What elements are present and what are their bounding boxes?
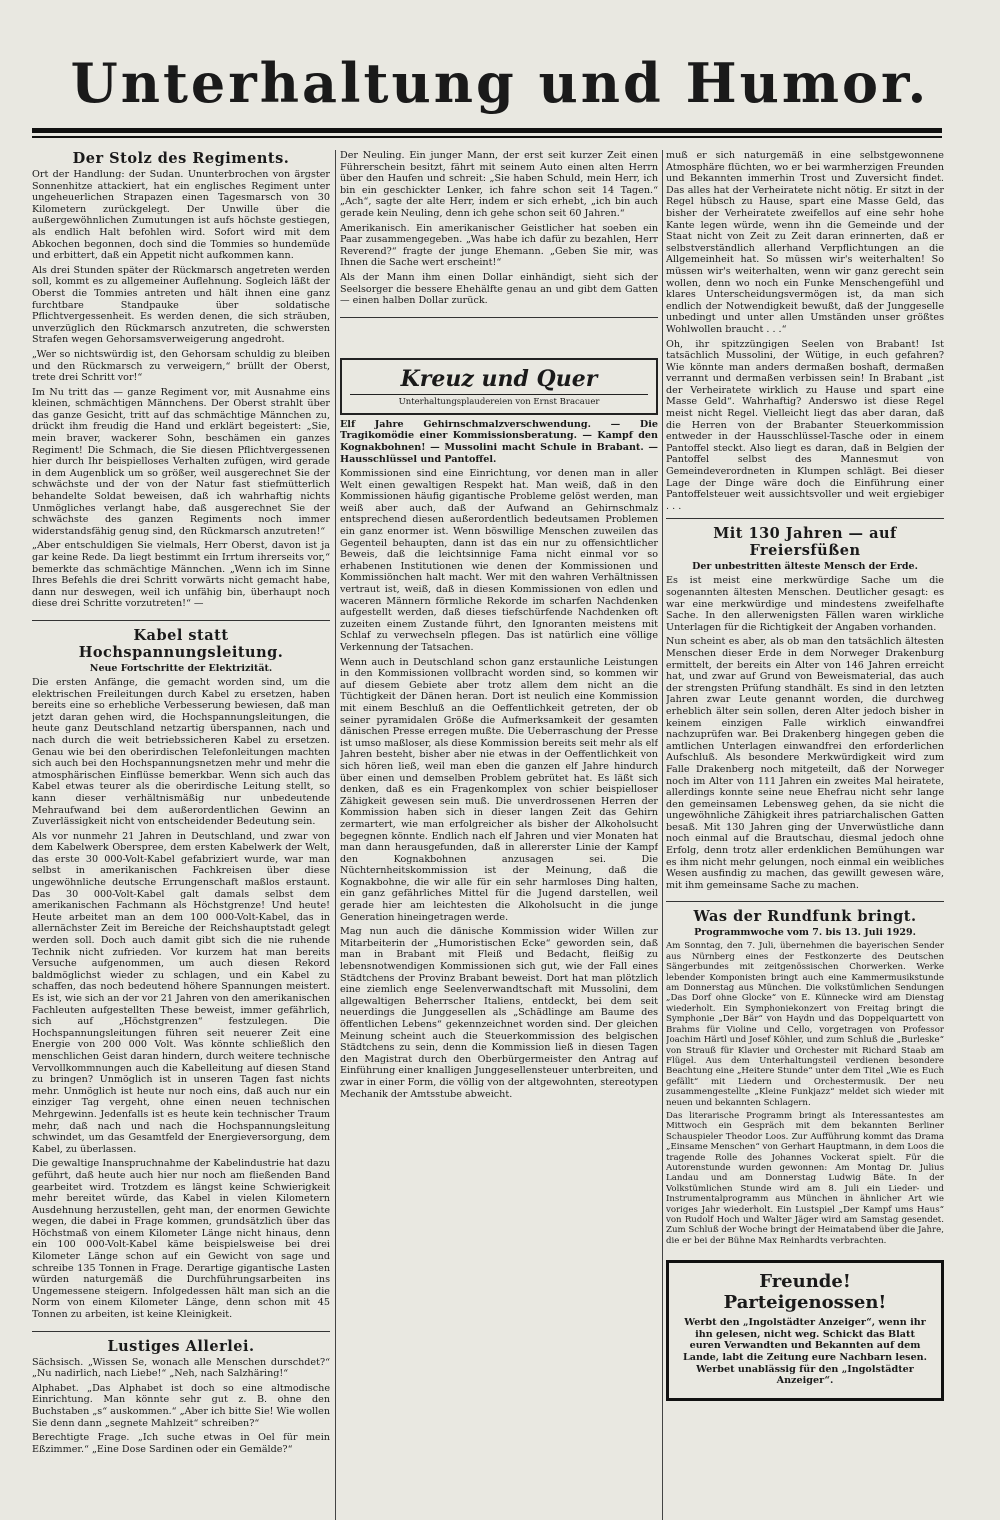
article-allerlei bbox=[32, 1338, 330, 1456]
article-title: Was der Rundfunk bringt. bbox=[693, 908, 917, 926]
paragraph: „Wer so nichtswürdig ist, den Gehorsam schuldig zu bleiben und den Rückmarsch zu verweigern,“ brüllt der Oberst, trete drei Schritt vor!“ bbox=[32, 348, 330, 384]
article-regiment bbox=[32, 150, 330, 610]
section-divider bbox=[666, 518, 944, 519]
header-box-kreuz-und-quer bbox=[340, 358, 658, 415]
paragraph: Oh, ihr spitzzüngigen Seelen von Brabant! Ist tatsächlich Mussolini, der Wütige, in euch gefahren? Wie könnte man anders dermaßen boshaft, dermaßen verrannt und dermaßen verbissen sein! In Brabant „ist der Verheiratete wirklich zu Hause und spart eine Masse Geld“. Wahrhaftig? Anderswo ist diese Regel meist nicht Regel. Vielleicht liegt das aber daran, daß die Herren von der Brabanter Steuerkommission entweder in der Hausschlüssel-Tasche oder in einem Pantoffel steckt. Also liegt es daran, daß in Belgien der Pantoffel selbst des Mannesmut von Gemeindeverordneten in Klumpen schlägt. Bei dieser Lage der Dinge wäre doch die Einführung einer Pantoffelsteuer weit aussichtsvoller und weit ergiebiger . . . bbox=[666, 338, 944, 512]
section-divider bbox=[32, 620, 330, 621]
paragraph: Am Sonntag, den 7. Juli, übernehmen die bayerischen Sender aus Nürnberg eines der Festkonzerte des Deutschen Sängerbundes mit zeitgenössischen Chorwerken. Werke lebender Komponisten bringt auch eine Kammermusikstunde am Donnerstag aus München. Die volkstümlichen Sendungen „Das Dorf ohne Glocke“ von E. Künnecke wird am Dienstag wiederholt. Ein Symphoniekonzert von Freitag bringt die Symphonie „Der Bär“ von Haydn und das Doppelquartett von Brahms für Violine und Cello, vorgetragen von Professor Joachim Härtl und Josef Köhler, und zum Schluß die „Burleske“ von Strauß für Klavier und Orchester mit Richard Staab am Flügel. Aus dem Unterhaltungsteil verdienen besondere Beachtung eine „Heitere Stunde“ unter dem Titel „Wie es Euch gefällt“ mit Liedern und Orchestermusik. Der neu zusammengestellte „Kleine Funkjazz“ meldet sich wieder mit neuen und bekannten Schlagern. bbox=[666, 941, 944, 1108]
paragraph: Sächsisch. „Wissen Se, wonach alle Menschen durschdet?“ „Nu nadirlich, nach Liebe!“ „Neh, nach Salzhäring!“ bbox=[32, 1356, 330, 1380]
paragraph: Der Neuling. Ein junger Mann, der erst seit kurzer Zeit einen Führerschein besitzt, fährt mit seinem Auto einen alten Herrn über den Haufen und schreit: „Sie haben Schuld, mein Herr, ich bin ein geschickter Lenker, ich fahre schon seit 14 Tagen.“ „Ach“, sagte der alte Herr, indem er sich erhebt, „ich bin auch gerade kein Neuling, denn ich gehe schon seit 60 Jahren.“ bbox=[340, 150, 658, 219]
lead-summary bbox=[340, 419, 658, 465]
column-left bbox=[32, 150, 330, 1520]
article-subtitle: Neue Fortschritte der Elektrizität. bbox=[89, 662, 273, 674]
ad-title: Freunde! Parteigenossen! bbox=[723, 1271, 887, 1314]
masthead-rule-bottom bbox=[32, 136, 942, 138]
paragraph: Als vor nunmehr 21 Jahren in Deutschland, und zwar von dem Kabelwerk Oberspree, dem ersten Kabelwerk der Welt, das erste 30 000-Volt-Kabel gefabriziert wurde, war man selbst in amerikanischen Fachkreisen über diese ungewöhnliche deutsche Errungenschaft maßlos erstaunt. Das 30 000-Volt-Kabel galt damals selbst dem amerikanischen Fachmann als Höchstgrenze! Und heute! Heute arbeitet man an dem 100 000-Volt-Kabel, das in allernächster Zeit im Bereiche der Reichshauptstadt gelegt werden soll. Doch auch damit gibt sich die nie ruhende Technik nicht zufrieden. Vor kurzem hat man bereits Versuche aufgenommen, um auch diesen Rekord baldmöglichst wieder zu schlagen, und ein Kabel zu schaffen, das noch bedeutend höhere Spannungen meistert. Es ist, wie sich an der vor 21 Jahren von den amerikanischen Fachleuten aufgestellten These beweist, immer gefährlich, sich auf „Höchstgrenzen“ festzulegen. Die Hochspannungsleitungen führen seit neuerer Zeit eine Energie von 200 000 Volt. Was könnte schließlich den menschlichen Geist daran hindern, durch weitere technische Vervollkommnungen auch die Kabelleitung auf diesen Stand zu bringen? Unmöglich ist in unseren Tagen fast nichts mehr. Unmöglich ist heute nur noch eins, daß auch nur ein einziger Tag vergeht, ohne einen neuen technischen Mehrgewinn. Jedenfalls ist es heute kein technischer Traum mehr, daß nach und nach die Hochspannungsleitung schwindet, um das Gesamtfeld der Energieversorgung, dem Kabel, zu überlassen. bbox=[32, 830, 330, 1155]
program-week: Programmwoche vom 7. bis 13. Juli 1929. bbox=[694, 927, 916, 939]
paragraph: Das literarische Programm bringt als Interessantestes am Mittwoch ein Gespräch mit dem bekannten Berliner Schauspieler Theodor Loos. Zur Aufführung kommt das Drama „Einsame Menschen“ von Gerhart Hauptmann, in dem Loos die tragende Rolle des Johannes Vockerat spielt. Für die Autorenstunde wurden gewonnen: Am Montag Dr. Julius Landau und am Donnerstag Ludwig Bäte. In der Volkstümlichen Stunde wird am 8. Juli ein Lieder- und Instrumentalprogramm aus München in ähnlicher Art wie voriges Jahr wiederholt. Ein Lustspiel „Der Kampf ums Haus“ von Rudolf Hoch und Walter Jäger wird am Samstag gesendet. Zum Schluß der Woche bringt der Heimatabend über die Jahre, die er bei der Bühne Max Reinhardts verbrachten. bbox=[666, 1110, 944, 1246]
article-title: Der Stolz des Regiments. bbox=[72, 150, 290, 167]
advertisement-box bbox=[666, 1260, 944, 1401]
paragraph: muß er sich naturgemäß in eine selbstgewonnene Atmosphäre flüchten, wo er bei warmherzigen Freunden und Bekannten immerhin Trost und Zuversicht findet. Das alles hat der Verheiratete nicht nötig. Er sitzt in der Regel hübsch zu Hause, spart eine Masse Geld, das bisher der Verheiratete zweifellos auf eine sehr hohe Kante legen würde, wenn ihn die Gemeinde und der Staat nicht von Zeit zu Zeit daran erinnerten, daß er selbstverständlich allerhand Verpflichtungen an die Allgemeinheit hat. So müssen wir's weiterhalten! So müssen wir's weiterhalten, wenn wir ganz gerecht sein wollen, denn wo noch ein Funke Menschengefühl und klares Unterscheidungsvermögen ist, da man sich endlich der Notwendigkeit bewußt, daß der Junggeselle unbedingt und unter allen Umständen unser größtes Wohlwollen braucht . . .“ bbox=[666, 150, 944, 335]
paragraph: Kommissionen sind eine Einrichtung, vor denen man in aller Welt einen gewaltigen Respekt hat. Man weiß, daß in den Kommissionen häufig gigantische Probleme gelöst werden, man weiß aber auch, daß der Aufwand an Gehirnschmalz entsprechend diesen außerordentlich bedeutsamen Problemen ein ganz enormer ist. Wenn böswillige Menschen zuweilen das Gegenteil behaupten, dann ist das ein nur zu offensichtlicher Beweis, daß die leichtsinnige Fama nicht einmal vor so erhabenen Institutionen wie denen der Kommissionen und Kommissiönchen halt macht. Wer mit den wahren Verhältnissen vertraut ist, weiß, daß in diesen Kommissionen von edlen und waceren Männern förmliche Rekorde im scharfen Nachdenken aufgestellt werden, daß dieses tiefschürfende Nachdenken oft zuzeiten einem Zustande führt, den Ignoranten meistens mit Schlaf zu verwechseln pflegen. Das ist natürlich eine völlige Verkennung der Tatsachen. bbox=[340, 468, 658, 653]
column-divider-2 bbox=[662, 150, 663, 1520]
article-title: Mit 130 Jahren — auf Freiersfüßen bbox=[713, 525, 897, 560]
paragraph: Berechtigte Frage. „Ich suche etwas in Oel für mein Eßzimmer.“ „Eine Dose Sardinen oder ein Gemälde?“ bbox=[32, 1432, 330, 1455]
masthead-rule-top bbox=[32, 128, 942, 133]
article-subtitle: Der unbestritten älteste Mensch der Erde. bbox=[692, 561, 918, 573]
paragraph: Es ist meist eine merkwürdige Sache um die sogenannten ältesten Menschen. Deutlicher gesagt: es war eine merkwürdige und mindestens zweifelhafte Sache. In den allerwenigsten Fällen waren wirkliche Unterlagen für die Richtigkeit der Angaben vorhanden. bbox=[666, 575, 944, 633]
masthead: Unterhaltung und Humor. bbox=[70, 51, 930, 115]
column-right bbox=[666, 150, 944, 1520]
paragraph: Alphabet. „Das Alphabet ist doch so eine altmodische Einrichtung. Man könnte sehr gut z. B. ohne den Buchstaben „s“ auskommen.“ „Aber ich bitte Sie! Wie wollen Sie denn dann „segnete Mahlzeit“ schreiben?“ bbox=[32, 1382, 330, 1429]
article-130-jahre bbox=[666, 525, 944, 891]
paragraph: Die gewaltige Inanspruchnahme der Kabelindustrie hat dazu geführt, daß heute auch hier nur noch am fließenden Band gearbeitet wird. Trotzdem es längst keine Schwierigkeit mehr bereitet würde, das Kabel in vielen Kilometern Ausdehnung herzustellen, geht man, der enormen Gewichte wegen, die dabei in Frage kommen, grundsätzlich über das Höchstmaß von einem Kilometer Länge nicht hinaus, denn ein 100 000-Volt-Kabel käme beispielsweise bei drei Kilometer Länge schon auf ein Gewicht von sage und schreibe 135 Tonnen in Frage. Derartige gigantische Lasten würden naturgemäß die Durchführungsarbeiten ins Ungemessene steigern. Infolgedessen hält man sich an die Norm von einem Kilometer Länge, denn schon mit 45 Tonnen zu arbeiten, ist keine Kleinigkeit. bbox=[32, 1158, 330, 1321]
paragraph: Im Nu tritt das — ganze Regiment vor, mit Ausnahme eins kleinen, schmächtigen Männchens. Der Oberst strahlt über das ganze Gesicht, tritt auf das schmächtige Männchen zu, drückt ihm freudig die Hand und erklärt begeistert: „Sie, mein braver, wackerer Sohn, beschämen ein ganzes Regiment! Die Schmach, die Sie diesen Pflichtvergessenen hier durch Ihr beispielloses Verhalten zufügen, wird gerade in dem Augenblick um so größer, weil ausgerechnet Sie der schwächste und der von der Natur fast stiefmütterlich behandelte Soldat beweisen, daß ich wahrhaftig nichts Unmögliches verlangt habe, daß ausgerechnet Sie der schwächste des ganzen Regiments noch immer widerstandsfähig genug sind, den Rückmarsch anzutreten!“ bbox=[32, 386, 330, 537]
paragraph: Mag nun auch die dänische Kommission wider Willen zur Mitarbeiterin der „Humoristischen Ecke“ geworden sein, daß man in Brabant mit Fleiß und Bedacht, fleißig zu lebensnotwendigen Kommissionen sich gut, wie der Fall eines Städtchens der Provinz Brabant beweist. Dort hat man plötzlich eine ziemlich enge Seelenverwandtschaft mit Mussolini, dem allgewaltigen Beherrscher Italiens, entdeckt, bei dem seit neuerdings die Junggesellen als „Schädlinge am Baume des öffentlichen Lebens“ gekennzeichnet worden sind. Der gleichen Meinung scheint auch die Steuerkommission des belgischen Städtchens zu sein, denn die Kommission ließ in diesen Tagen den Magistrat durch den Oberbürgermeister den Antrag auf Einführung einer knalligen Junggesellensteuer unterbreiten, und zwar in einer Form, die völlig von der altgewohnten, stereotypen Mechanik der Amtsstube abweicht. bbox=[340, 926, 658, 1100]
paragraph: Wenn auch in Deutschland schon ganz erstaunliche Leistungen in den Kommissionen vollbracht worden sind, so kommen wir auf diesem Gebiete aber trotz allem dem nicht an die Tüchtigkeit der Dänen heran. Dort ist neulich eine Kommission mit einem Beschluß an die Oeffentlichkeit getreten, der ob seiner pyramidalen Größe die Aufmerksamkeit der gesamten dänischen Presse erregen mußte. Die Ueberraschung der Presse ist umso maßloser, als diese Kommission bereits seit mehr als elf Jahren besteht, bisher aber nie etwas in der Oeffentlichkeit von sich hören ließ, weil man eben die ganzen elf Jahre hindurch über einen und demselben Problem gebrütet hat. Es läßt sich denken, daß es ein Fragenkomplex von schier beispielloser Zähigkeit gewesen sein muß. Die unverdrossenen Herren der Kommission haben sich in dieser langen Zeit das Gehirn zermartert, wie man erfolgreicher als bisher der Alkoholsucht begegnen könnte. Endlich nach elf Jahren und vier Monaten hat man dann herausgefunden, daß in allererster Linie der Kampf den Kognakbohnen anzusagen sei. Die Nüchternheitskommission ist der Meinung, daß die Kognakbohne, die wir alle für ein sehr harmloses Ding halten, ein ganz gefährliches Mittel für die Jugend darstellen, weil gerade hier am leichtesten die Alkoholsucht in die junge Generation hineingetragen werde. bbox=[340, 656, 658, 923]
paragraph: „Aber entschuldigen Sie vielmals, Herr Oberst, davon ist ja gar keine Rede. Da liegt bestimmt ein Irrtum ihrerseits vor,“ bemerkte das schmächtige Männchen. „Wenn ich im Sinne Ihres Befehls die drei Schritt vorwärts nicht gemacht habe, dann nur deswegen, weil ich unfähig bin, überhaupt noch diese drei Schritte vorzutreten!“ — bbox=[32, 540, 330, 610]
lead-text: Elf Jahre Gehirnschmalzverschwendung. — Die Tragikomödie einer Kommissionsberatung. — Kampf den Kognakbohnen! — Mussolini macht Schule in Brabant. — Hausschlüssel und Pantoffel. bbox=[340, 418, 658, 465]
box-title: Kreuz und Quer bbox=[400, 365, 598, 392]
article-rundfunk bbox=[666, 908, 944, 1246]
section-divider bbox=[340, 317, 658, 318]
paragraph: Nun scheint es aber, als ob man den tatsächlich ältesten Menschen dieser Erde in dem Norweger Drakenburg ermittelt, der bereits ein Alter von 146 Jahren erreicht hat, und zwar auf Grund von Beweismaterial, das auch der strengsten Prüfung standhält. Es sind in den letzten Jahren zwar Leute genannt worden, die durchweg erheblich älter sein sollen, deren Alter jedoch bisher in keinem einzigen Falle wirklich einwandfrei nachzuprüfen war. Bei Drakenberg hingegen geben die amtlichen Unterlagen einwandfrei den erforderlichen Aufschluß. Als besondere Merkwürdigkeit wird zum Falle Drakenberg noch mitgeteilt, daß der Norweger noch im Alter von 111 Jahren ein zweites Mal heiratete, allerdings konnte seine neue Ehefrau nicht sehr lange den gemeinsamen Lebensweg gehen, da sie nicht die ungewöhnliche Zähigkeit ihres patriarchalischen Gatten besaß. Mit 130 Jahren ging der Unverwüstliche dann noch einmal auf die Brautschau, diesmal jedoch ohne Erfolg, denn trotz aller erdenklichen Bemühungen war es ihm nicht mehr gelungen, noch einmal ein weibliches Wesen ausfindig zu machen, das gewillt gewesen wäre, mit ihm gemeinsame Sache zu machen. bbox=[666, 636, 944, 891]
paragraph: Als drei Stunden später der Rückmarsch angetreten werden soll, kommt es zu allgemeiner Auflehnung. Sogleich läßt der Oberst die Tommies antreten und hält ihnen eine ganz furchtbare Standpauke über soldatische Pflichtvergessenheit. Es werden denen, die sich sträuben, unverzüglich den Rückmarsch anzutreten, die schwersten Strafen wegen Gehorsamsverweigerung angedroht. bbox=[32, 264, 330, 346]
box-subtitle: Unterhaltungsplaudereien von Ernst Bracauer bbox=[350, 394, 648, 407]
ad-text: Werbt den „Ingolstädter Anzeiger“, wenn ihr ihn gelesen, nicht weg. Schickt das Blatt euren Verwandten und Bekannten auf dem Lande, labt die Zeitung eure Nachbarn lesen. Werbet unablässig für den „Ingolstädter Anzeiger“. bbox=[683, 1317, 927, 1387]
column-divider-1 bbox=[335, 150, 336, 1520]
column-middle bbox=[340, 150, 658, 1520]
paragraph: Ort der Handlung: der Sudan. Ununterbrochen von ärgster Sonnenhitze attackiert, hat ein englisches Regiment unter ungeheuerlichen Strapazen einen Tagesmarsch von 30 Kilometern zurückgelegt. Der Unwille über die außergewöhnlichen Zumutungen ist aufs höchste gestiegen, als endlich Halt befohlen wird. Sofort wird mit dem Abkochen begonnen, doch sind die Tommies so hundemüde und erbittert, daß ein Appetit nicht aufkommen kann. bbox=[32, 169, 330, 262]
section-divider bbox=[32, 1331, 330, 1332]
paragraph: Als der Mann ihm einen Dollar einhändigt, sieht sich der Seelsorger die bessere Ehehälfte genau an und gibt dem Gatten — einen halben Dollar zurück. bbox=[340, 271, 658, 307]
article-title: Lustiges Allerlei. bbox=[107, 1337, 255, 1355]
paragraph: Amerikanisch. Ein amerikanischer Geistlicher hat soeben ein Paar zusammengegeben. „Was habe ich dafür zu bezahlen, Herr Reverend?“ fragte der junge Ehemann. „Geben Sie mir, was Ihnen die Sache wert erscheint!“ bbox=[340, 222, 658, 269]
article-title: Kabel statt Hochspannungsleitung. bbox=[78, 626, 284, 661]
paragraph: Die ersten Anfänge, die gemacht worden sind, um die elektrischen Freileitungen durch Kabel zu ersetzen, haben bereits eine so erhebliche Verbesserung bewiesen, daß man jetzt daran gehen wird, die Hochspannungsleitungen, die heute ganz Deutschland netzartig überspannen, nach und nach durch die weit betriebssicheren Kabel zu ersetzen. Genau wie bei den oberirdischen Telefonleitungen machten sich auch bei den Hochspannungsnetzen mehr und mehr die atmosphärischen Einflüsse bemerkbar. Wenn sich auch das Kabel etwas teurer als die oberirdische Leitung stellt, so kann dieser verhältnismäßig nur unbedeutende Mehraufwand bei dem außerordentlichen Gewinn an Zuverlässigkeit nicht von entscheidender Bedeutung sein. bbox=[32, 676, 330, 828]
article-kabel bbox=[32, 627, 330, 1321]
section-divider bbox=[666, 901, 944, 902]
